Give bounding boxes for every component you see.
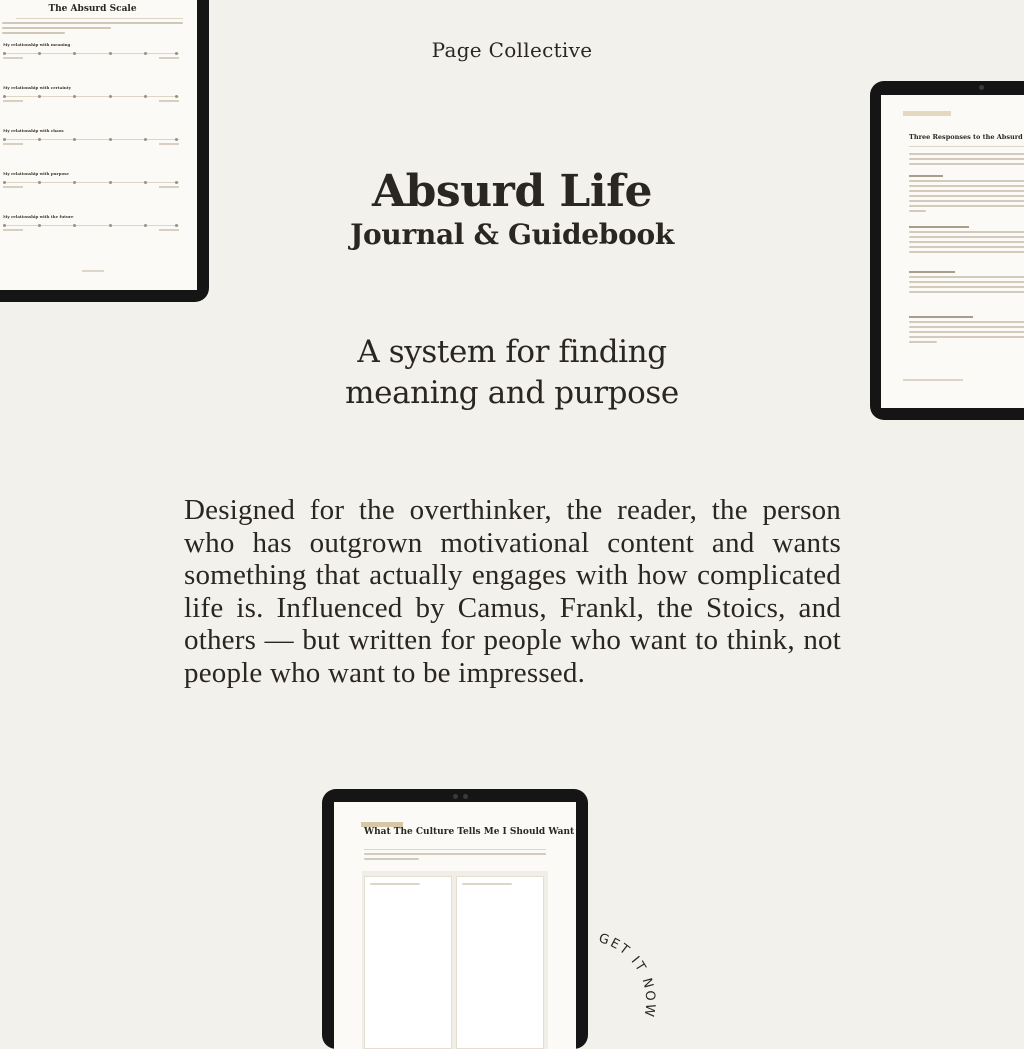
intro-text	[2, 22, 183, 32]
product-subtitle: Journal & Guidebook	[350, 218, 674, 251]
scale-section	[3, 128, 179, 145]
page-title: Three Responses to the Absurd	[909, 133, 1023, 141]
scale-section	[3, 85, 179, 102]
page-title: What The Culture Tells Me I Should Want	[364, 827, 575, 837]
page-footer	[0, 257, 197, 276]
sensor-icon	[463, 794, 468, 799]
page-footer	[903, 379, 963, 381]
tablet-absurd-scale	[0, 0, 209, 302]
tablet-screen	[881, 95, 1024, 408]
brand-name: Page Collective	[431, 38, 593, 62]
scale-label: My relationship with certainty	[3, 85, 71, 90]
product-description: Designed for the overthinker, the reader, the person who has outgrown motivational content and wants something that actually engages with how complicated life is. Influenced by Camus, Frankl, the Stoics, and others — but written for people who want to think, not people who want to be impressed.	[184, 494, 841, 689]
cta-text-path[interactable]: GET IT NOW	[596, 932, 658, 1020]
get-it-now-badge[interactable]	[588, 932, 668, 1022]
product-title: Absurd Life	[371, 166, 652, 217]
journal-column-left	[364, 876, 452, 1049]
tablet-culture-wants	[322, 789, 588, 1049]
text-block	[909, 175, 1024, 215]
camera-icon	[979, 85, 984, 90]
camera-icon	[453, 794, 458, 799]
text-block	[909, 271, 1024, 296]
page-title: The Absurd Scale	[48, 4, 137, 14]
journal-column-right	[456, 876, 544, 1049]
scale-label: My relationship with the future	[3, 214, 74, 219]
scale-section	[3, 214, 179, 231]
scale-label: My relationship with purpose	[3, 171, 69, 176]
divider	[364, 849, 546, 850]
divider	[16, 18, 183, 19]
text-block	[909, 226, 1024, 256]
tablet-screen	[334, 802, 576, 1049]
section-tag	[903, 111, 951, 116]
divider	[909, 146, 1024, 147]
tagline-line-1: A system for finding	[357, 334, 667, 370]
text-block	[909, 316, 1024, 346]
scale-label: My relationship with meaning	[3, 42, 71, 47]
tagline-line-2: meaning and purpose	[345, 375, 679, 411]
text-block	[909, 153, 1024, 168]
scale-section	[3, 171, 179, 188]
scale-label: My relationship with chaos	[3, 128, 64, 133]
tablet-screen	[0, 0, 197, 290]
scale-section	[3, 42, 179, 59]
cta-text[interactable]	[597, 932, 658, 1020]
intro-text	[364, 853, 546, 863]
tablet-three-responses	[870, 81, 1024, 420]
